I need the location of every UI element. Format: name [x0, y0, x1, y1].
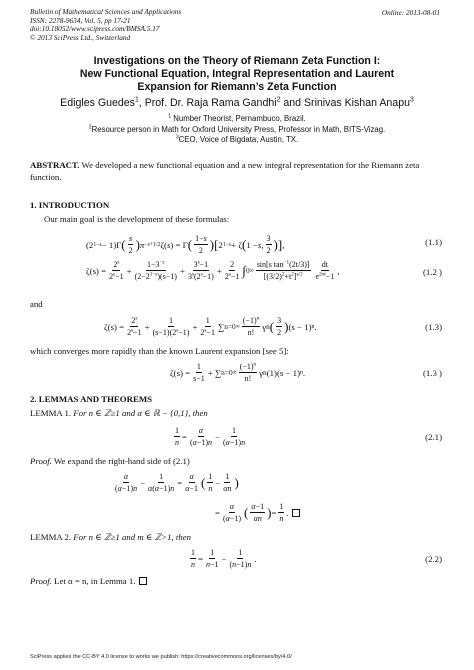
equation-number-2-1: (2.1) — [425, 432, 442, 442]
and-text: and — [30, 299, 43, 309]
equation-2-1 — [0, 424, 474, 450]
equation-1-3-laurent-body: ζ(s) = $\frac{1}{s-1}$ + ∑ n=0 ∞ $\frac{(-1)^n}{n!}$ γ n (1)(s − 1) n . — [170, 361, 306, 383]
equation-1-3 — [0, 314, 474, 340]
affil-2-sup: 2 — [88, 123, 92, 130]
affiliation-1 — [30, 114, 444, 125]
proof-1-intro — [30, 456, 190, 466]
equation-number-2-2: (2.2) — [425, 554, 442, 564]
author-3-sup: 3 — [409, 96, 414, 104]
proof-2-label: Proof. — [30, 576, 52, 586]
equation-2-2 — [0, 546, 474, 572]
title-line-1: Investigations on the Theory of Riemann Zeta Function I: — [93, 55, 381, 67]
proof-1-text: We expand the right-hand side of (2.1) — [51, 456, 190, 466]
issn-line: ISSN: 2278-9634, Vol. 5, pp 17-21 — [30, 15, 131, 25]
lemma-2-statement — [30, 532, 191, 543]
affil-2-text: Resource person in Math for Oxford University Press, Professor in Math, BITS-Vizag. — [91, 124, 386, 134]
lemma-1-text: For n ∈ ℤ≥1 and α ∈ ℝ − {0,1}, then — [71, 408, 208, 418]
online-date: Online: 2013-08-01 — [381, 8, 440, 17]
author-2-sup: 2 — [276, 96, 281, 104]
author-sep-1: , — [138, 97, 145, 109]
author-1: Edigles Guedes — [60, 97, 135, 109]
affil-1-sup: 1 — [168, 113, 172, 120]
qed-box-2 — [139, 577, 147, 585]
lemma-2-label: LEMMA 2. — [30, 532, 72, 542]
paper-title — [30, 55, 444, 94]
equation-2-2-body: $\frac{1}{n}$ = $\frac{1}{n-1}$ − $\frac{1}{(n-1)n}$ . — [191, 548, 257, 569]
lemma-2-text: For n ∈ ℤ≥1 and m ∈ ℤ>1, then — [71, 532, 192, 542]
proof-1-label: Proof. — [30, 456, 52, 466]
affiliation-3 — [30, 135, 444, 146]
lemma-1-statement — [30, 408, 208, 419]
author-sep-2: and — [280, 97, 304, 109]
copyright-line: © 2013 SciPress Ltd., Switzerland — [30, 32, 131, 42]
doi-line[interactable]: doi:10.18052/www.scipress.com/BMSA.5.17 — [30, 24, 160, 34]
proof-1-step-2-body: = $\frac{\alpha}{(\alpha-1)}$ ( $\frac{\alpha-1}{\alpha n}$ ) = $\frac{1}{n}$ . — [215, 502, 300, 523]
title-line-2: New Functional Equation, Integral Representation and Laurent — [79, 68, 395, 80]
equation-number-1-3b: (1.3 ) — [422, 368, 442, 378]
affil-3-text: CEO, Voice of Bigdata, Austin, TX. — [178, 135, 299, 144]
author-3: Srinivas Kishan Anapu — [303, 97, 410, 109]
converges-text: which converges more rapidly than the known Laurent expansion [see 5]: — [30, 346, 289, 356]
abstract — [30, 160, 444, 183]
lemma-1-label: LEMMA 1. — [30, 408, 72, 418]
equation-1-2-body: ζ(s) = $\frac{2^s}{2^s-1}$ + $\frac{1-3^{-s}}{(2-2^{1-s})(s-1)}$ + $\frac{3^s-1}{3^s(2^s-1)}$ + $\frac{2}{2^s-1}$ ∫ 0 ∞ $\frac{\sin[s \tan^{-1}(2t/3)]}{[(3/2)^2+t^2]^{s/2}}$ $\frac{dt}{e^{2\pi t}-1}$ , — [86, 259, 340, 281]
journal-name: Bulletin of Mathematical Sciences and Applications — [30, 7, 182, 16]
affil-3-sup: 3 — [175, 134, 179, 141]
equation-number-1-3: (1.3) — [425, 322, 442, 332]
equation-1-3-laurent — [0, 360, 474, 386]
proof-2 — [30, 576, 147, 586]
license-footer[interactable]: SciPress applies the CC-BY 4.0 license to works we publish: https://creativecommons.org/licenses/by/4.0/ — [30, 654, 292, 660]
proof-2-text: Let α = n, in Lemma 1. — [51, 576, 136, 586]
abstract-text: We developed a new functional equation and a new integral representation for the Riemann zeta function. — [30, 160, 420, 182]
equation-1-2 — [0, 258, 474, 288]
affiliations — [30, 114, 444, 146]
equation-1-1-body: (2 1−s − 1)Γ ( $\frac{s}{2}$ ) π −s+1/2 ζ( s ) = Γ ( $\frac{1-s}{2}$ ) [ 2 1−s + ζ ( 1 − s , $\frac{3}{2}$ ) ] , — [86, 234, 285, 255]
title-line-3: Expansion for Riemann’s Zeta Function — [137, 81, 337, 93]
equation-2-1-body: $\frac{1}{n}$ = $\frac{\alpha}{(\alpha-1)n}$ − $\frac{1}{(\alpha-1)n}$ — [175, 426, 246, 447]
section-heading-introduction: 1. INTRODUCTION — [30, 200, 110, 210]
author-1-sup: 1 — [134, 96, 139, 104]
intro-text: Our main goal is the development of these formulas: — [44, 214, 230, 224]
proof-1-step-2 — [0, 500, 474, 526]
section-heading-lemmas: 2. LEMMAS AND THEOREMS — [30, 394, 153, 404]
abstract-label: ABSTRACT. — [30, 160, 80, 170]
proof-1-step-1-body: $\frac{\alpha}{(\alpha-1)n}$ − $\frac{1}{\alpha(\alpha-1)n}$ = $\frac{\alpha}{\alpha-1}$ ( $\frac{1}{n}$ − $\frac{1}{\alpha n}$ ) — [115, 472, 239, 493]
qed-box-1 — [292, 509, 300, 517]
equation-1-3-body: ζ(s) = $\frac{2^s}{2^s-1}$ + $\frac{1}{(s-1)(2^s-1)}$ + $\frac{1}{2^s-1}$ ∑ n=0 ∞ $\frac{(-1)^n}{n!}$ γ n ( $\frac{3}{2}$ ) (s − 1) n . — [104, 315, 317, 337]
equation-number-1-2: (1.2 ) — [422, 267, 442, 277]
equation-1-1 — [0, 232, 474, 255]
affiliation-2 — [30, 125, 444, 136]
author-list — [30, 97, 444, 109]
equation-number-1-1: (1.1) — [425, 237, 442, 247]
proof-1-step-1 — [0, 470, 474, 496]
author-2: Prof. Dr. Raja Rama Gandhi — [144, 97, 277, 109]
journal-header — [30, 8, 181, 42]
affil-1-text: Number Theorist, Pernambuco, Brazil. — [171, 114, 306, 123]
